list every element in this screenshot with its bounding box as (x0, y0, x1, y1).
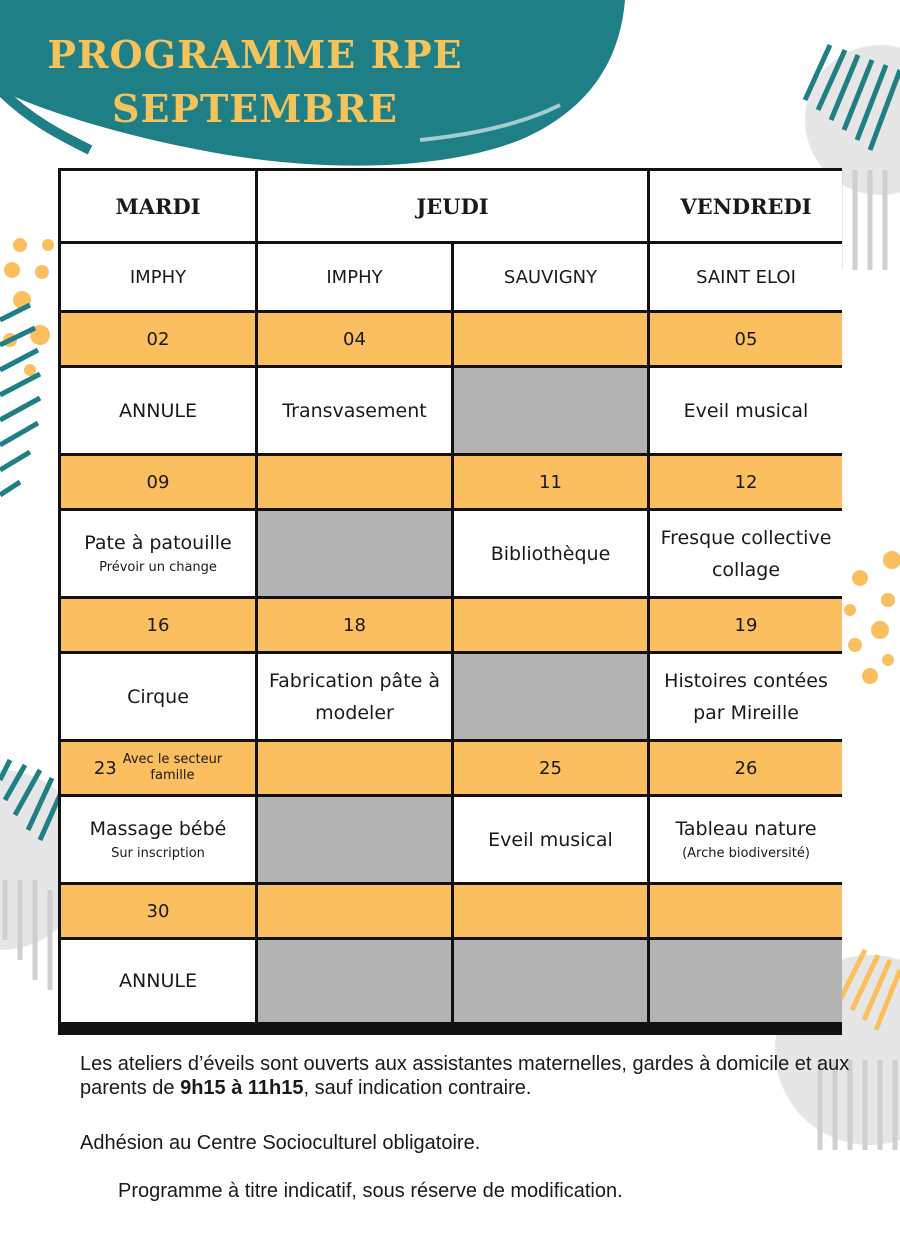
activity-title: Tableau nature (675, 818, 817, 840)
activity-cell (454, 511, 647, 596)
activity-cell (258, 368, 451, 453)
page-title (40, 28, 470, 136)
opening-info (80, 1052, 870, 1100)
activity-title-line-2: collage (711, 558, 781, 581)
activity-title: Transvasement (282, 399, 427, 422)
date-number: 23 (93, 757, 117, 779)
activity-title: Fabrication pâte à (268, 669, 441, 692)
activity-cell (61, 654, 255, 739)
activity-title-line-2: modeler (315, 701, 394, 724)
activity-cell (650, 368, 842, 453)
activity-title: Pate à patouille (84, 532, 232, 554)
date-cell (61, 742, 255, 794)
date-cell: 30 (61, 885, 255, 937)
activity-title: Fresque collective (660, 526, 832, 549)
empty-cell (258, 940, 451, 1022)
date-cell: 26 (650, 742, 842, 794)
activity-title-line-2: par Mireille (693, 701, 799, 724)
date-cell (258, 742, 451, 794)
activity-cell (61, 368, 255, 453)
activity-cell (258, 654, 451, 739)
activity-title: ANNULE (119, 399, 197, 422)
activity-title: Massage bébé (89, 818, 227, 840)
date-cell (258, 456, 451, 508)
opening-text: Les ateliers d’éveils sont ouverts aux assistantes maternelles, gardes à domicile et aux parents de (80, 1053, 850, 1099)
date-cell (650, 885, 842, 937)
footer-info (80, 1052, 870, 1100)
title-line-2: SEPTEMBRE (112, 86, 398, 131)
activity-title: Bibliothèque (490, 542, 611, 565)
header-jeudi: JEUDI (258, 171, 647, 241)
date-cell: 25 (454, 742, 647, 794)
activity-cell (61, 940, 255, 1022)
location-cell: SAUVIGNY (454, 244, 647, 310)
title-line-1: PROGRAMME RPE (47, 32, 463, 77)
date-cell: 04 (258, 313, 451, 365)
activity-cell (650, 654, 842, 739)
orange-dots-right (844, 551, 900, 684)
header-vendredi: VENDREDI (650, 171, 842, 241)
location-cell: IMPHY (61, 244, 255, 310)
date-note-line-1: Avec le secteur (122, 752, 223, 767)
empty-cell (454, 940, 647, 1022)
date-cell (454, 599, 647, 651)
date-cell: 18 (258, 599, 451, 651)
date-cell: 11 (454, 456, 647, 508)
opening-hours: 9h15 à 11h15 (180, 1077, 304, 1099)
membership-note: Adhésion au Centre Socioculturel obligatoire. (80, 1132, 481, 1154)
location-cell: SAINT ELOI (650, 244, 842, 310)
activity-cell (61, 797, 255, 882)
location-cell: IMPHY (258, 244, 451, 310)
header-mardi: MARDI (61, 171, 255, 241)
activity-cell (650, 797, 842, 882)
date-cell (454, 313, 647, 365)
empty-cell (258, 797, 451, 882)
activity-cell (650, 511, 842, 596)
date-cell (258, 885, 451, 937)
activity-title: Cirque (127, 685, 189, 708)
schedule-table (58, 168, 842, 1035)
activity-cell (61, 511, 255, 596)
opening-text-end: , sauf indication contraire. (303, 1077, 532, 1099)
activity-title: Eveil musical (488, 828, 613, 851)
activity-cell (454, 797, 647, 882)
activity-note: Sur inscription (111, 846, 205, 861)
activity-title: Eveil musical (683, 399, 809, 422)
date-cell: 02 (61, 313, 255, 365)
date-note (123, 752, 222, 784)
activity-note: Prévoir un change (99, 560, 217, 575)
date-cell: 12 (650, 456, 842, 508)
disclaimer-note: Programme à titre indicatif, sous réserve de modification. (118, 1180, 623, 1202)
date-cell: 19 (650, 599, 842, 651)
empty-cell (258, 511, 451, 596)
date-note-line-2: famille (150, 768, 195, 783)
date-cell: 16 (61, 599, 255, 651)
activity-note: (Arche biodiversité) (682, 846, 810, 861)
date-cell: 09 (61, 456, 255, 508)
activity-title: ANNULE (119, 970, 197, 992)
date-cell (454, 885, 647, 937)
empty-cell (650, 940, 842, 1022)
date-cell: 05 (650, 313, 842, 365)
activity-title: Histoires contées (664, 669, 828, 692)
empty-cell (454, 654, 647, 739)
empty-cell (454, 368, 647, 453)
